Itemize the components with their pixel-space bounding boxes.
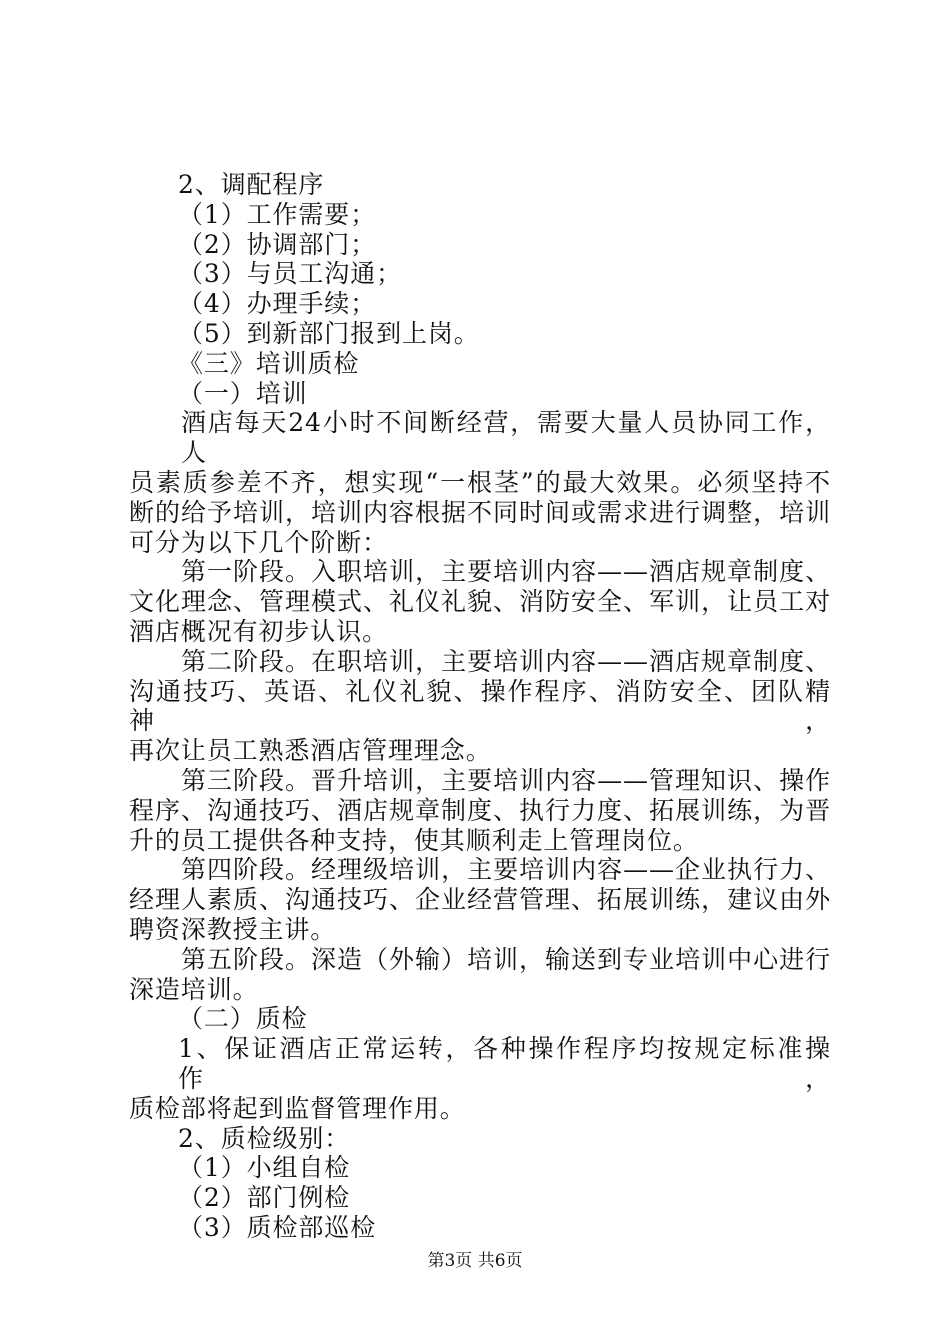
text-line: 第一阶段。入职培训，主要培训内容——酒店规章制度、 bbox=[181, 557, 831, 587]
text-line: 2、质检级别： bbox=[178, 1123, 351, 1153]
text-line: 员素质参差不齐，想实现“一根茎”的最大效果。必须坚持不 bbox=[129, 467, 831, 497]
text-line: （一）培训 bbox=[178, 378, 308, 408]
text-line: （5）到新部门报到上岗。 bbox=[178, 318, 480, 348]
text-line: 《三》培训质检 bbox=[178, 348, 360, 378]
text-line: 可分为以下几个阶断： bbox=[129, 527, 389, 557]
text-line: 文化理念、管理模式、礼仪礼貌、消防安全、军训，让员工对 bbox=[129, 587, 831, 617]
text-line: 升的员工提供各种支持，使其顺利走上管理岗位。 bbox=[129, 825, 699, 855]
text-line: 2、调配程序 bbox=[178, 170, 325, 199]
text-line: 第二阶段。在职培训，主要培训内容——酒店规章制度、 bbox=[181, 646, 831, 676]
text-line: （3）质检部巡检 bbox=[178, 1212, 377, 1242]
text-line: （3）与员工沟通； bbox=[178, 259, 403, 289]
text-line: 沟通技巧、英语、礼仪礼貌、操作程序、消防安全、团队精神， bbox=[129, 676, 831, 736]
text-line: （2）部门例检 bbox=[178, 1183, 351, 1213]
text-line: 酒店每天24小时不间断经营，需要大量人员协同工作，人 bbox=[181, 408, 831, 468]
document-body bbox=[129, 170, 831, 1243]
text-line: （1）小组自检 bbox=[178, 1153, 351, 1183]
text-line: 第五阶段。深造（外输）培训，输送到专业培训中心进行 bbox=[181, 944, 831, 974]
text-line: （二）质检 bbox=[178, 1004, 308, 1034]
text-line: 经理人素质、沟通技巧、企业经营管理、拓展训练，建议由外 bbox=[129, 885, 831, 915]
text-line: 聘资深教授主讲。 bbox=[129, 914, 337, 944]
page-footer: 第3页 共6页 bbox=[427, 1251, 523, 1271]
text-line: 断的给予培训，培训内容根据不同时间或需求进行调整，培训 bbox=[129, 497, 831, 527]
text-line: 第三阶段。晋升培训，主要培训内容——管理知识、操作 bbox=[181, 765, 831, 795]
text-line: 质检部将起到监督管理作用。 bbox=[129, 1093, 466, 1123]
text-line: 第四阶段。经理级培训，主要培训内容——企业执行力、 bbox=[181, 855, 831, 885]
text-line: （2）协调部门； bbox=[178, 229, 377, 259]
text-line: 再次让员工熟悉酒店管理理念。 bbox=[129, 736, 492, 766]
text-line: 1、保证酒店正常运转，各种操作程序均按规定标准操作， bbox=[178, 1034, 831, 1093]
text-line: （1）工作需要； bbox=[178, 199, 377, 229]
text-line: 酒店概况有初步认识。 bbox=[129, 616, 389, 646]
text-line: 深造培训。 bbox=[129, 974, 259, 1004]
text-line: （4）办理手续； bbox=[178, 289, 377, 319]
text-line: 程序、沟通技巧、酒店规章制度、执行力度、拓展训练，为晋 bbox=[129, 795, 831, 825]
